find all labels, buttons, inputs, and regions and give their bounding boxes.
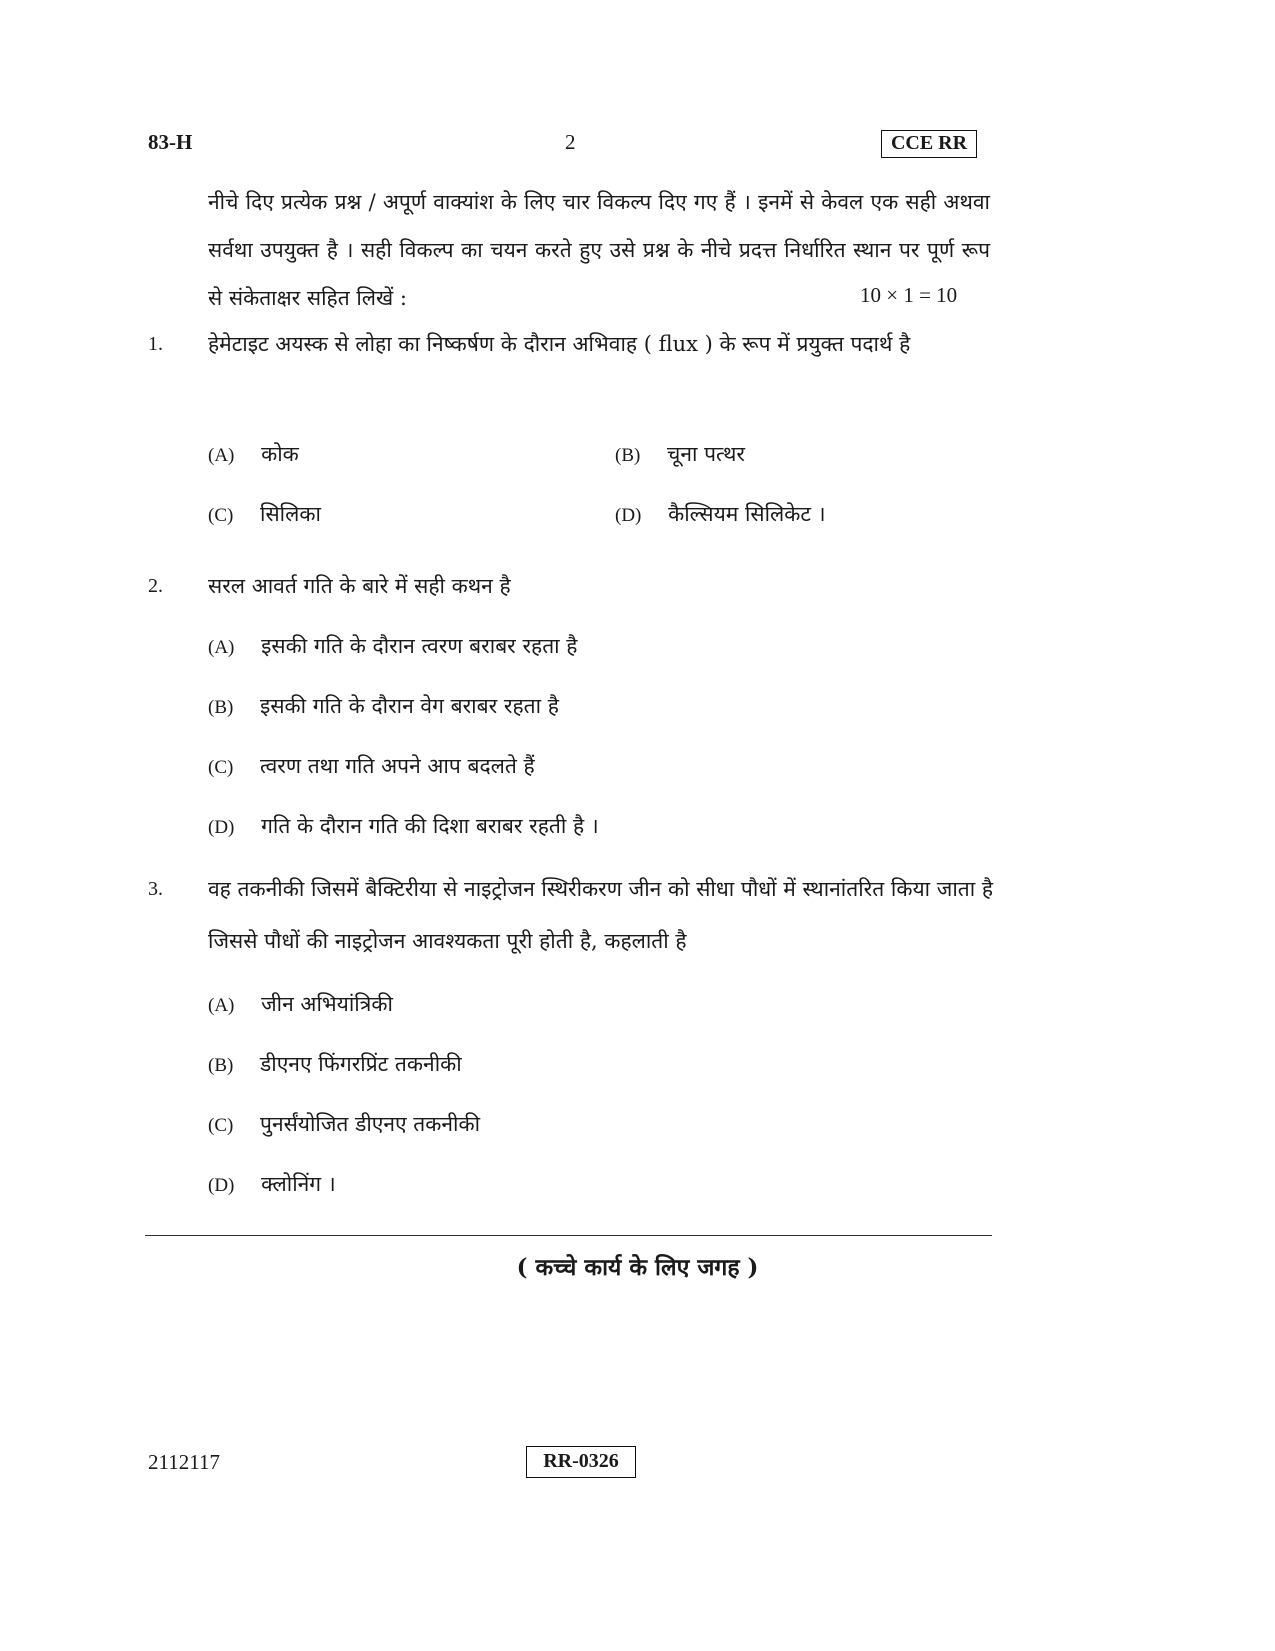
instructions-text: नीचे दिए प्रत्येक प्रश्न / अपूर्ण वाक्यांश के लिए चार विकल्प दिए गए हैं । इनमें से केवल एक सही अथवा सर्वथा उपयुक्त है । सही विकल्प का चयन करते हुए उसे प्रश्न के नीचे प्रदत्त निर्धारित स्थान पर पूर्ण रूप से संकेताक्षर सहित लिखें : — [208, 190, 990, 310]
question-3-text: वह तकनीकी जिसमें बैक्टिरीया से नाइट्रोजन स्थिरीकरण जीन को सीधा पौधों में स्थानांतरित किया जाता है जिससे पौधों की नाइट्रोजन आवश्यकता पूरी होती है, कहलाती है — [208, 877, 993, 953]
option-text: डीएनए फिंगरप्रिंट तकनीकी — [260, 1052, 462, 1076]
option-label: (C) — [208, 757, 234, 778]
option-text: त्वरण तथा गति अपने आप बदलते हैं — [260, 754, 535, 778]
option-label: (C) — [208, 1115, 234, 1136]
question-3-option-d — [208, 1170, 336, 1198]
option-label: (D) — [208, 817, 235, 838]
rough-work-heading: ( कच्चे कार्य के लिए जगह ) — [516, 1254, 759, 1281]
option-label: (D) — [208, 1175, 235, 1196]
option-label: (C) — [208, 505, 234, 526]
option-label: (B) — [208, 1055, 234, 1076]
option-text: गति के दौरान गति की दिशा बराबर रहती है । — [261, 814, 599, 838]
question-3-option-b — [208, 1050, 462, 1078]
question-3-number: 3. — [148, 878, 163, 900]
option-label: (A) — [208, 995, 235, 1016]
option-text: पुनर्संयोजित डीएनए तकनीकी — [260, 1112, 481, 1136]
question-3-option-a — [208, 990, 393, 1018]
option-text: कैल्सियम सिलिकेट । — [668, 502, 826, 526]
option-text: कोक — [261, 442, 299, 466]
divider — [145, 1235, 992, 1236]
question-1-text: हेमेटाइट अयस्क से लोहा का निष्कर्षण के दौरान अभिवाह ( flux ) के रूप में प्रयुक्त पदार्थ है — [208, 332, 911, 356]
option-text: चूना पत्थर — [667, 442, 745, 466]
paper-code: 83-H — [148, 130, 193, 154]
option-label: (B) — [208, 697, 234, 718]
option-text: क्लोनिंग । — [261, 1172, 336, 1196]
footer-code: 2112117 — [148, 1450, 220, 1474]
option-label: (B) — [615, 445, 641, 466]
question-1-option-c — [208, 500, 321, 528]
marks-scheme: 10 × 1 = 10 — [860, 283, 958, 307]
question-1-option-d — [615, 500, 826, 528]
option-text: इसकी गति के दौरान त्वरण बराबर रहता है — [261, 634, 578, 658]
question-2-number: 2. — [148, 575, 163, 597]
question-1-number: 1. — [148, 333, 163, 355]
question-2-option-b — [208, 692, 559, 720]
option-label: (D) — [615, 505, 642, 526]
question-2-option-d — [208, 812, 599, 840]
page-number: 2 — [565, 130, 576, 154]
question-1-option-a — [208, 440, 299, 468]
footer-paper-code: RR-0326 — [526, 1446, 636, 1478]
series-badge: CCE RR — [881, 130, 977, 158]
question-3-option-c — [208, 1110, 480, 1138]
option-text: सिलिका — [260, 502, 321, 526]
question-2-option-a — [208, 632, 577, 660]
question-2-text: सरल आवर्त गति के बारे में सही कथन है — [208, 574, 511, 598]
option-text: जीन अभियांत्रिकी — [261, 992, 393, 1016]
option-label: (A) — [208, 637, 235, 658]
question-2-option-c — [208, 752, 535, 780]
option-text: इसकी गति के दौरान वेग बराबर रहता है — [260, 694, 559, 718]
option-label: (A) — [208, 445, 235, 466]
question-1-option-b — [615, 440, 745, 468]
